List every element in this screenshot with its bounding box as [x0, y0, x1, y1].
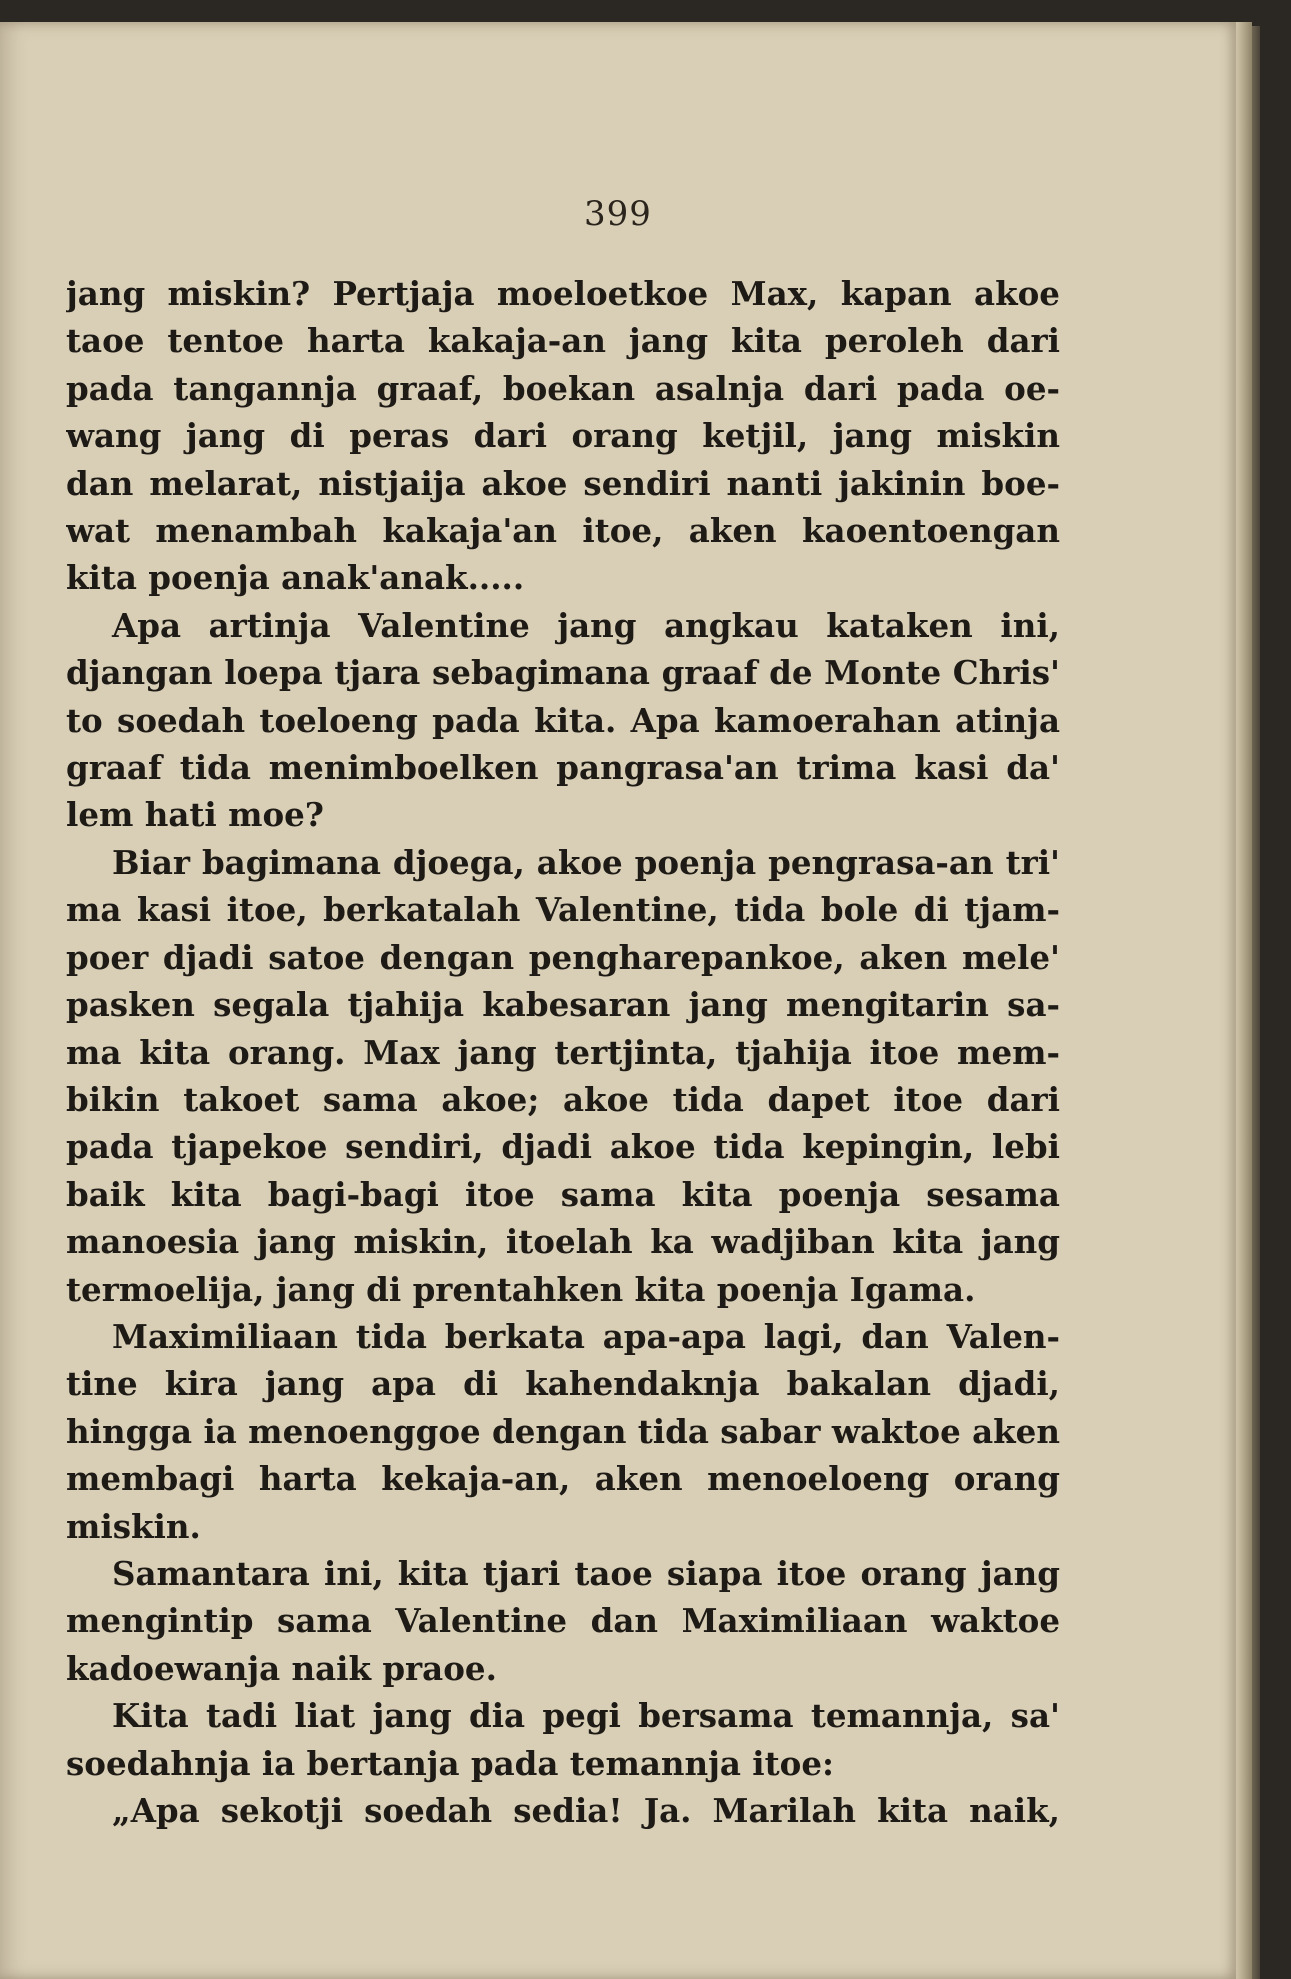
text-line: Maximiliaan tida berkata apa-apa lagi, dan Valen- — [112, 1316, 1060, 1356]
book-spine-shadow — [1252, 26, 1260, 1979]
text-line: wang jang di peras dari orang ketjil, jang miskin — [66, 416, 1060, 456]
text-line: taoe tentoe harta kakaja-an jang kita peroleh dari — [66, 321, 1060, 361]
text-line: mengintip sama Valentine dan Maximiliaan waktoe — [66, 1601, 1060, 1641]
text-line: wat menambah kakaja'an itoe, aken kaoentoengan — [66, 511, 1060, 551]
text-line: lem hati moe? — [66, 795, 324, 835]
page-number: 399 — [584, 194, 652, 234]
text-line: djangan loepa tjara sebagimana graaf de Monte Chris' — [66, 653, 1060, 693]
text-line: kita poenja anak'anak..... — [66, 558, 525, 598]
text-line: Samantara ini, kita tjari taoe siapa itoe orang jang — [112, 1553, 1060, 1593]
body-text — [66, 270, 1060, 1834]
text-line: Apa artinja Valentine jang angkau kataken ini, — [112, 605, 1060, 645]
text-line: „Apa sekotji soedah sedia! Ja. Marilah kita naik, — [112, 1791, 1060, 1830]
text-line: jang miskin? Pertjaja moeloetkoe Max, kapan akoe — [66, 274, 1060, 313]
text-line: miskin. — [66, 1506, 201, 1546]
text-line: kadoewanja naik praoe. — [66, 1648, 497, 1688]
text-line: pada tjapekoe sendiri, djadi akoe tida kepingin, lebi — [66, 1127, 1060, 1167]
text-line: manoesia jang miskin, itoelah ka wadjiban kita jang — [66, 1222, 1060, 1262]
text-line: soedahnja ia bertanja pada temannja itoe: — [66, 1743, 835, 1783]
text-line: to soedah toeloeng pada kita. Apa kamoerahan atinja — [66, 700, 1060, 740]
text-line: Kita tadi liat jang dia pegi bersama temannja, sa' — [112, 1696, 1060, 1736]
text-line: dan melarat, nistjaija akoe sendiri nanti jakinin boe- — [66, 463, 1060, 503]
text-line: baik kita bagi-bagi itoe sama kita poenja sesama — [66, 1174, 1060, 1214]
text-line: hingga ia menoenggoe dengan tida sabar waktoe aken — [66, 1411, 1060, 1451]
text-line: graaf tida menimboelken pangrasa'an trima kasi da' — [66, 748, 1060, 788]
text-line: termoelija, jang di prentahken kita poenja Igama. — [66, 1269, 976, 1309]
text-line: pasken segala tjahija kabesaran jang mengitarin sa- — [66, 985, 1060, 1025]
text-line: ma kita orang. Max jang tertjinta, tjahija itoe mem- — [66, 1032, 1060, 1072]
text-line: tine kira jang apa di kahendaknja bakalan djadi, — [66, 1364, 1060, 1404]
page-edge — [1236, 22, 1252, 1979]
text-line: bikin takoet sama akoe; akoe tida dapet itoe dari — [66, 1079, 1060, 1119]
text-line: Biar bagimana djoega, akoe poenja pengrasa-an tri' — [112, 842, 1060, 882]
book-page — [0, 22, 1236, 1979]
text-line: membagi harta kekaja-an, aken menoeloeng orang — [66, 1459, 1060, 1499]
text-line: poer djadi satoe dengan pengharepankoe, aken mele' — [66, 937, 1060, 977]
text-line: ma kasi itoe, berkatalah Valentine, tida bole di tjam- — [66, 890, 1060, 930]
text-line: pada tangannja graaf, boekan asalnja dari pada oe- — [66, 368, 1060, 408]
